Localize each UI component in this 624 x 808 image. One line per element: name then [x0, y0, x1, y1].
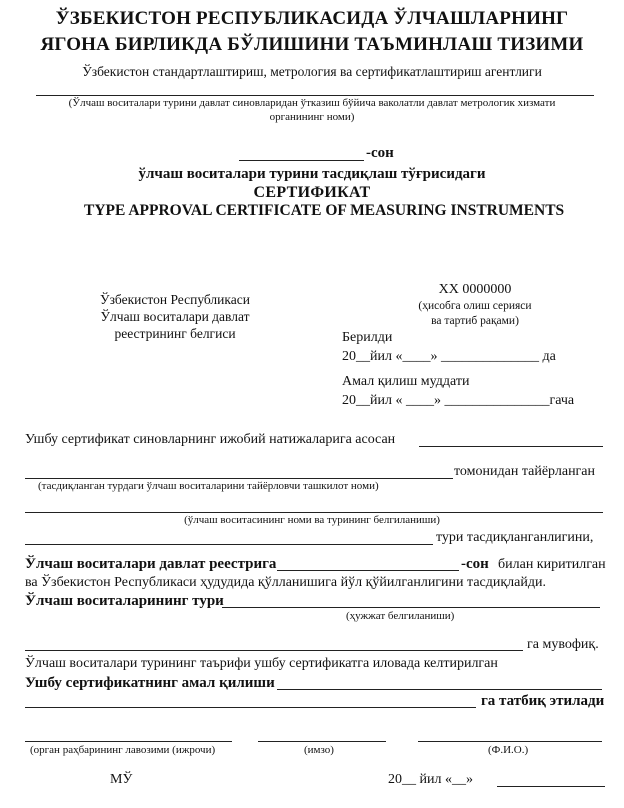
document-designation-blank	[25, 650, 523, 651]
certificate-number-blank	[239, 160, 364, 161]
instrument-name-caption: (ўлчаш воситасининг номи ва турининг белгиланиши)	[184, 514, 440, 526]
name-blank	[418, 741, 602, 742]
serial-caption-1: (ҳисобга олиш серияси	[418, 300, 532, 312]
body-line-1: Ушбу сертификат синовларнинг ижобий натижаларига асосан	[25, 432, 396, 447]
registry-number-suffix: -сон	[461, 556, 489, 572]
instrument-type-doc-blank	[222, 607, 600, 608]
manufacturer-blank	[25, 478, 453, 479]
registry-sign-line-2: Ўлчаш воситалари давлат	[100, 309, 250, 324]
registry-sign-line-1: Ўзбекистон Республикаси	[100, 292, 250, 307]
validity-label: Амал қилиш муддати	[342, 374, 470, 389]
body-line-11-end: га татбиқ этилади	[481, 693, 605, 709]
organ-caption-line-2: органининг номи)	[269, 111, 355, 123]
registry-number-blank	[277, 570, 459, 571]
organ-caption-line-1: (Ўлчаш воситалари турини давлат синовларидан ўтказиш бўйича ваколатли давлат метрологик хизмати	[68, 97, 556, 109]
name-caption: (Ф.И.О.)	[488, 744, 529, 756]
footer-date-blank	[497, 786, 605, 787]
position-caption: (орган раҳбарининг лавозими (ижрочи)	[30, 744, 216, 756]
body-line-8-end: га мувофиқ.	[527, 637, 599, 652]
document-caption: (ҳужжат белгиланиши)	[346, 610, 455, 622]
manufacturer-caption: (тасдиқланган турдаги ўлчаш воситаларини тайёрловчи ташкилот номи)	[38, 480, 379, 492]
certificate-title: СЕРТИФИКАТ	[253, 184, 371, 201]
certificate-title-en: TYPE APPROVAL CERTIFICATE OF MEASURING INSTRUMENTS	[84, 202, 565, 219]
seal-placeholder: МЎ	[110, 772, 133, 787]
registry-entry-label: Ўлчаш воситалари давлат реестрига	[25, 556, 277, 572]
body-line-9: Ўлчаш воситалари турининг таърифи ушбу сертификатга иловада келтирилган	[25, 656, 498, 671]
validity-date-line: 20__йил « ____» _______________гача	[342, 393, 575, 408]
title-line-1: ЎЗБЕКИСТОН РЕСПУБЛИКАСИДА ЎЛЧАШЛАРНИНГ	[55, 8, 569, 29]
registry-entry-end: билан киритилган	[498, 557, 606, 572]
body-line-4-end: тури тасдиқланганлигини,	[436, 530, 594, 545]
validity-scope-blank-2	[25, 707, 476, 708]
instrument-name-blank	[25, 512, 603, 513]
validity-scope-label: Ушбу сертификатнинг амал қилиши	[25, 675, 275, 691]
serial-number: XX 0000000	[438, 282, 512, 297]
serial-caption-2: ва тартиб рақами)	[431, 315, 519, 327]
instrument-type-label: Ўлчаш воситаларининг тури	[25, 593, 224, 609]
body-line-2-end: томонидан тайёрланган	[454, 464, 596, 479]
body-line-1-blank	[419, 446, 603, 447]
title-line-2: ЯГОНА БИРЛИКДА БЎЛИШИНИ ТАЪМИНЛАШ ТИЗИМИ	[40, 34, 584, 55]
validity-scope-blank-1	[277, 689, 602, 690]
position-blank	[25, 741, 232, 742]
certificate-number-suffix: -сон	[366, 145, 394, 161]
issued-label: Берилди	[342, 330, 393, 345]
footer-date: 20__ йил «__»	[388, 772, 473, 787]
agency-underline	[36, 95, 594, 96]
instrument-type-blank	[25, 544, 433, 545]
signature-caption: (имзо)	[304, 744, 334, 756]
agency-name: Ўзбекистон стандартлаштириш, метрология ва сертификатлаштириш агентлиги	[82, 64, 542, 79]
issued-date-line: 20__йил «____» ______________ да	[342, 349, 556, 364]
body-line-6: ва Ўзбекистон Республикаси ҳудудида қўлланишига йўл қўйилганлигини тасдиқлайди.	[25, 575, 546, 590]
certificate-subject: ўлчаш воситалари турини тасдиқлаш тўғрисидаги	[138, 166, 486, 182]
registry-sign-line-3: реестрининг белгиси	[114, 326, 236, 341]
signature-blank	[258, 741, 386, 742]
